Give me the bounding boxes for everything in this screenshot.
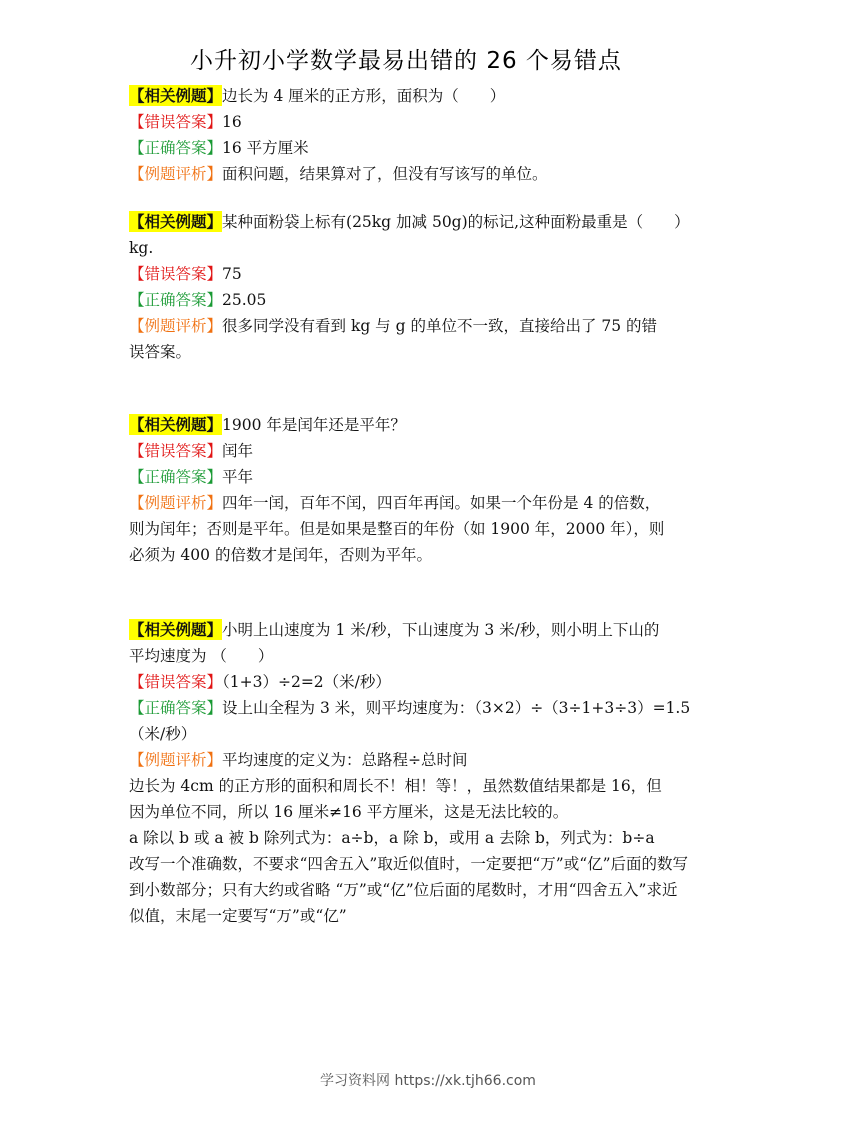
item-3-review-cont-2: 必须为 400 的倍数才是闰年，否则为平年。	[129, 546, 432, 564]
item-2-example-line	[129, 211, 690, 233]
item-4-wrong-line	[129, 671, 391, 693]
example-tag: 【相关例题】	[129, 86, 223, 105]
review-tag: 【例题评析】	[129, 494, 223, 512]
review-tag: 【例题评析】	[129, 317, 223, 335]
review-text: 平均速度的定义为：总路程÷总时间	[222, 751, 468, 769]
item-2-example-cont: kg.	[129, 239, 154, 257]
correct-answer-text: 平年	[222, 468, 254, 486]
wrong-answer-tag: 【错误答案】	[129, 113, 223, 131]
correct-answer-text: 设上山全程为 3 米，则平均速度为：（3×2）÷（3÷1+3÷3）=1.5	[222, 699, 691, 717]
example-tag: 【相关例题】	[129, 620, 223, 639]
item-3-wrong-line	[129, 440, 253, 462]
wrong-answer-text: 75	[222, 265, 242, 283]
note-line-3: a 除以 b 或 a 被 b 除列式为：a÷b，a 除 b，或用 a 去除 b，列式为：b÷a	[129, 829, 655, 847]
example-text: 某种面粉袋上标有(25kg 加减 50g)的标记,这种面粉最重是（ ）	[222, 213, 690, 231]
correct-answer-text: 25.05	[222, 291, 267, 309]
item-2-wrong-line	[129, 263, 242, 285]
wrong-answer-tag: 【错误答案】	[129, 673, 223, 691]
correct-answer-text: 16 平方厘米	[222, 139, 309, 157]
wrong-answer-text: 16	[222, 113, 242, 131]
correct-answer-tag: 【正确答案】	[129, 139, 223, 157]
item-4-correct-line	[129, 697, 690, 719]
item-3-review-cont-1: 则为闰年；否则是平年。但是如果是整百的年份（如 1900 年，2000 年），则	[129, 520, 665, 538]
example-tag: 【相关例题】	[129, 415, 223, 434]
item-1-correct-line	[129, 137, 309, 159]
note-line-2: 因为单位不同，所以 16 厘米≠16 平方厘米，这是无法比较的。	[129, 803, 569, 821]
review-text: 很多同学没有看到 kg 与 g 的单位不一致，直接给出了 75 的错	[222, 317, 658, 335]
item-1-example-line	[129, 85, 505, 107]
review-text: 面积问题，结果算对了，但没有写该写的单位。	[222, 165, 548, 183]
item-2-correct-line	[129, 289, 266, 311]
item-3-example-line	[129, 414, 406, 436]
wrong-answer-tag: 【错误答案】	[129, 442, 223, 460]
correct-answer-tag: 【正确答案】	[129, 291, 223, 309]
review-text: 四年一闰，百年不闰，四百年再闰。如果一个年份是 4 的倍数，	[222, 494, 661, 512]
item-4-review-line	[129, 749, 468, 771]
correct-answer-tag: 【正确答案】	[129, 699, 223, 717]
item-3-correct-line	[129, 466, 253, 488]
item-4-correct-cont: （米/秒）	[129, 725, 197, 743]
example-text: 1900 年是闰年还是平年？	[222, 416, 406, 434]
item-1-wrong-line	[129, 111, 242, 133]
wrong-answer-text: 闰年	[222, 442, 254, 460]
item-2-review-line	[129, 315, 657, 337]
note-line-6: 似值，末尾一定要写“万”或“亿”	[129, 907, 347, 925]
item-1-review-line	[129, 163, 548, 185]
item-2-review-cont: 误答案。	[129, 343, 192, 361]
example-text: 小明上山速度为 1 米/秒，下山速度为 3 米/秒，则小明上下山的	[222, 621, 660, 639]
item-4-example-cont: 平均速度为 （ ）	[129, 647, 274, 665]
review-tag: 【例题评析】	[129, 751, 223, 769]
note-line-5: 到小数部分；只有大约或省略 “万”或“亿”位后面的尾数时，才用“四舍五入”求近	[129, 881, 678, 899]
document-title: 小升初小学数学最易出错的 26 个易错点	[190, 48, 622, 74]
item-3-review-line	[129, 492, 660, 514]
wrong-answer-tag: 【错误答案】	[129, 265, 223, 283]
footer-watermark: 学习资料网 https://xk.tjh66.com	[320, 1073, 536, 1089]
item-4-example-line	[129, 619, 659, 641]
example-text: 边长为 4 厘米的正方形，面积为（ ）	[222, 87, 506, 105]
review-tag: 【例题评析】	[129, 165, 223, 183]
note-line-4: 改写一个准确数，不要求“四舍五入”取近似值时，一定要把“万”或“亿”后面的数写	[129, 855, 689, 873]
correct-answer-tag: 【正确答案】	[129, 468, 223, 486]
note-line-1: 边长为 4cm 的正方形的面积和周长不！相！等！，虽然数值结果都是 16，但	[129, 777, 662, 795]
wrong-answer-text: （1+3）÷2=2（米/秒）	[222, 673, 391, 691]
example-tag: 【相关例题】	[129, 212, 223, 231]
